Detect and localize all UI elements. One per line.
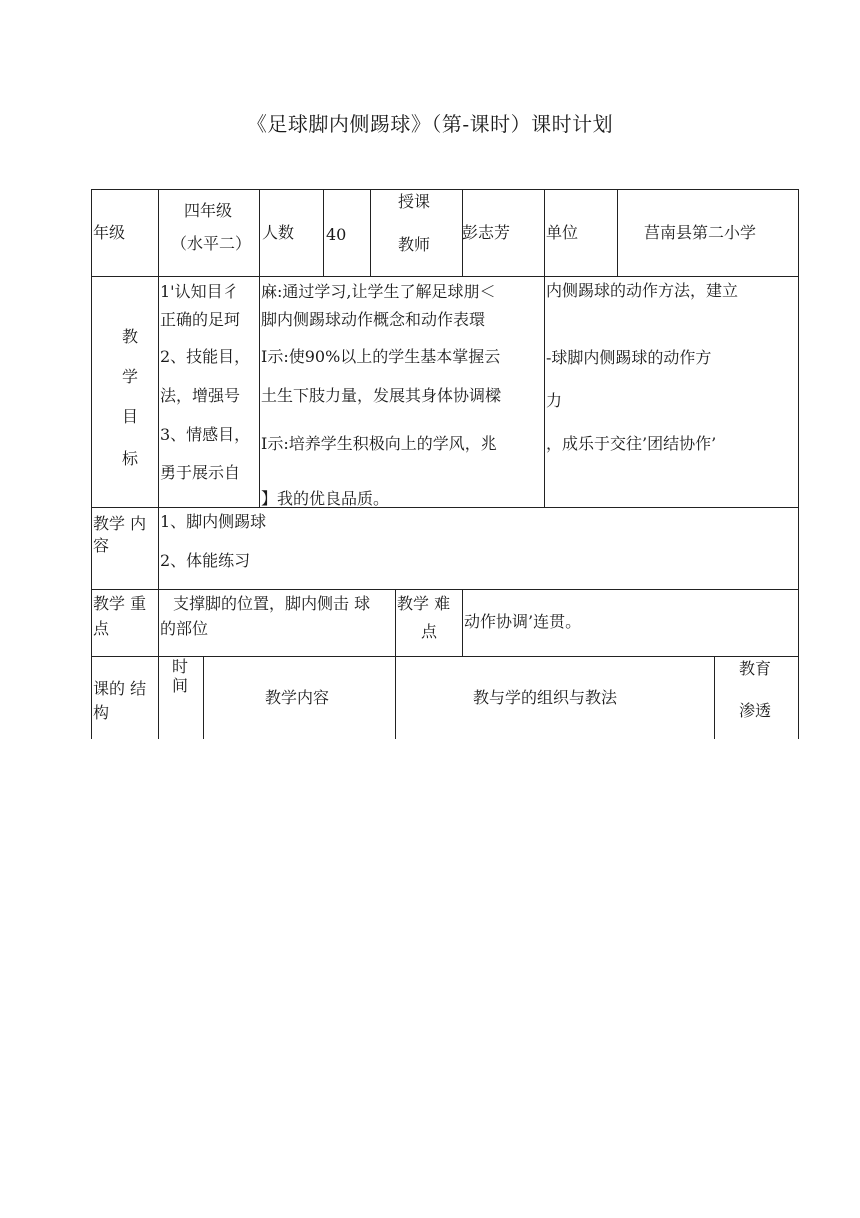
structure-label-line1: 课的 结 bbox=[93, 679, 147, 698]
goals-col3-line: ，成乐于交往’团结协作’ bbox=[546, 434, 717, 453]
table-rule bbox=[91, 589, 799, 590]
unit-label: 单位 bbox=[546, 223, 579, 242]
content-label-line2: 容 bbox=[93, 536, 110, 555]
key-point-label-line1: 教学 重 bbox=[93, 594, 147, 613]
goals-col3-line: 内侧踢球的动作方法，建立 bbox=[546, 281, 739, 300]
table-rule bbox=[395, 589, 396, 656]
table-rule bbox=[259, 189, 260, 276]
table-rule bbox=[158, 589, 159, 656]
table-rule bbox=[91, 656, 799, 657]
table-rule bbox=[544, 276, 545, 507]
grade-value-line1: 四年级 bbox=[184, 201, 233, 220]
goals-col3-line: -球脚内侧踢球的动作方 bbox=[546, 348, 712, 367]
goals-col1-line: 3、情感目， bbox=[160, 425, 251, 444]
table-rule bbox=[395, 656, 396, 739]
goals-label-char: 目 bbox=[122, 407, 139, 426]
teacher-label-line1: 授课 bbox=[398, 192, 431, 211]
education-label-line1: 教育 bbox=[739, 659, 772, 678]
key-point-line1: 支撑脚的位置，脚内侧击 球 bbox=[173, 594, 371, 613]
key-point-label-line2: 点 bbox=[93, 619, 110, 638]
count-value: 40 bbox=[326, 225, 347, 244]
goals-col1-line: 1'认知目彳 bbox=[160, 282, 239, 301]
grade-value-line2: （水平二） bbox=[171, 234, 252, 253]
goals-col2-line: 】我的优良品质。 bbox=[261, 489, 390, 508]
content-item: 1、脚内侧踢球 bbox=[160, 512, 267, 531]
teacher-value: 彭志芳 bbox=[462, 223, 511, 242]
time-label-line2: 间 bbox=[172, 676, 189, 695]
content-label-line1: 教学 内 bbox=[93, 514, 147, 533]
goals-col2-line: I示:使90%以上的学生基本掌握云 bbox=[261, 347, 501, 366]
education-label-line2: 渗透 bbox=[739, 701, 772, 720]
table-rule bbox=[158, 656, 159, 739]
page-title: 《足球脚内侧踢球》（第-课时）课时计划 bbox=[246, 112, 614, 136]
goals-col2-line: 土生下肢力量，发展其身体协调樑 bbox=[261, 386, 502, 405]
table-rule bbox=[617, 189, 618, 276]
table-rule bbox=[259, 276, 260, 507]
table-rule bbox=[91, 189, 799, 190]
table-rule bbox=[714, 656, 715, 739]
goals-col1-line: 2、技能目， bbox=[160, 347, 251, 366]
difficult-point-value: 动作协调’连贯。 bbox=[464, 612, 582, 631]
time-label-line1: 时 bbox=[172, 657, 189, 676]
table-rule bbox=[323, 189, 324, 276]
table-rule bbox=[91, 276, 799, 277]
lesson-plan-table bbox=[91, 189, 799, 739]
table-rule bbox=[203, 656, 204, 739]
count-label: 人数 bbox=[262, 223, 295, 242]
content-item: 2、体能练习 bbox=[160, 551, 251, 570]
goals-col2-line: I示:培养学生积极向上的学风，兆 bbox=[261, 434, 497, 453]
unit-value: 莒南县第二小学 bbox=[644, 223, 757, 242]
teaching-content-header: 教学内容 bbox=[265, 688, 330, 707]
goals-col1-line: 勇于展示自 bbox=[160, 463, 241, 482]
goals-col1-line: 正确的足珂 bbox=[160, 310, 241, 329]
table-rule bbox=[462, 589, 463, 656]
organization-header: 教与学的组织与教法 bbox=[473, 688, 618, 707]
goals-col2-line: 脚内侧踢球动作概念和动作表環 bbox=[261, 310, 486, 329]
goals-label-char: 标 bbox=[122, 449, 139, 468]
key-point-line2: 的部位 bbox=[160, 619, 209, 638]
table-rule bbox=[91, 507, 799, 508]
grade-label: 年级 bbox=[93, 223, 126, 242]
table-rule bbox=[544, 189, 545, 276]
goals-col2-line: 麻:通过学习,让学生了解足球朋＜ bbox=[261, 282, 496, 301]
teacher-label-line2: 教师 bbox=[398, 235, 431, 254]
goals-col1-line: 法，增强号 bbox=[160, 386, 241, 405]
table-rule bbox=[158, 507, 159, 589]
table-rule bbox=[91, 189, 92, 739]
goals-label-char: 学 bbox=[122, 367, 139, 386]
table-rule bbox=[158, 189, 159, 276]
structure-label-line2: 构 bbox=[93, 703, 110, 722]
goals-col3-line: 力 bbox=[546, 391, 563, 410]
difficult-point-label-line2: 点 bbox=[421, 622, 438, 641]
difficult-point-label-line1: 教学 难 bbox=[397, 594, 451, 613]
table-rule bbox=[370, 189, 371, 276]
table-rule bbox=[798, 189, 799, 739]
goals-label-char: 教 bbox=[122, 327, 139, 346]
table-rule bbox=[158, 276, 159, 507]
